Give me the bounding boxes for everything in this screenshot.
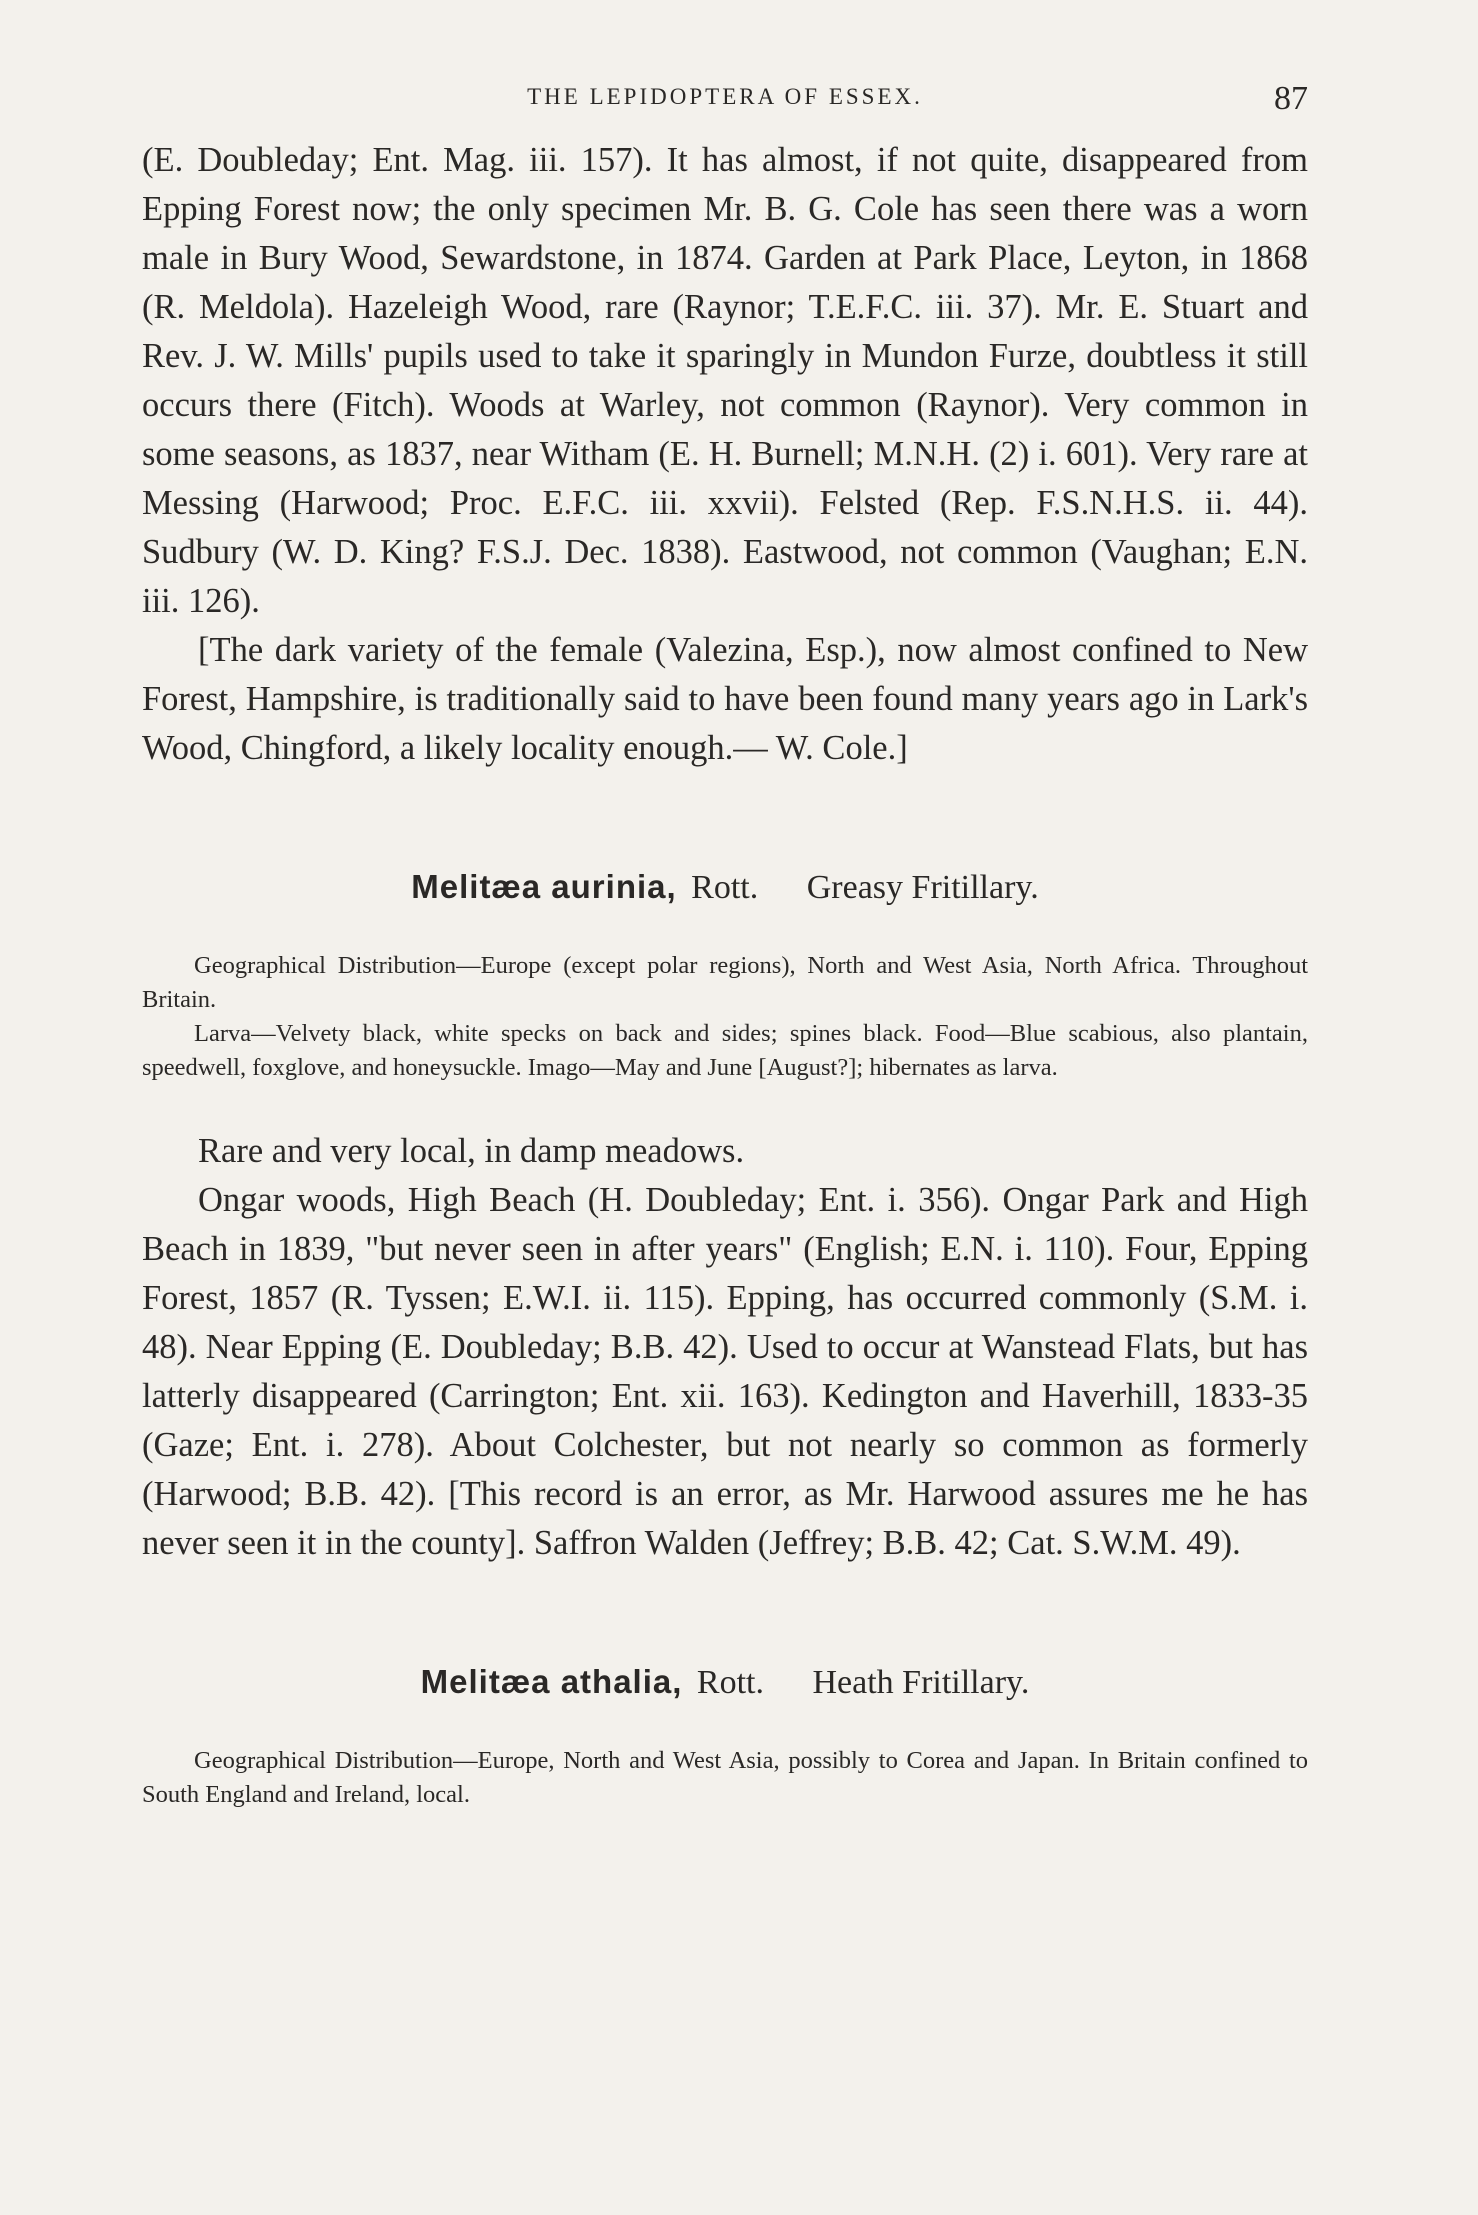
- running-head: [142, 80, 1308, 124]
- species-common-name: Heath Fritillary.: [812, 1664, 1030, 1701]
- continuation-paragraph-2: [The dark variety of the female (Valezina, Esp.), now almost confined to New Forest, Hampshire, is traditionally said to have been found many years ago in Lark's Wood, Chingford, a likely locality enough.— W. Cole.]: [142, 631, 1308, 767]
- species-heading-aurinia: [142, 868, 1308, 907]
- species-heading-athalia: [142, 1663, 1308, 1702]
- aurinia-paragraph-2: Ongar woods, High Beach (H. Doubleday; Ent. i. 356). Ongar Park and High Beach in 1839, "but never seen in after years" (English; E.N. i. 110). Four, Epping Forest, 1857 (R. Tyssen; E.W.I. ii. 115). Epping, has occurred commonly (S.M. i. 48). Near Epping (E. Doubleday; B.B. 42). Used to occur at Wanstead Flats, but has latterly disappeared (Carrington; Ent. xii. 163). Kedington and Haverhill, 1833-35 (Gaze; Ent. i. 278). About Colchester, but not nearly so common as formerly (Harwood; B.B. 42). [This record is an error, as Mr. Harwood assures me he has never seen it in the county]. Saffron Walden (Jeffrey; B.B. 42; Cat. S.W.M. 49).: [142, 1181, 1308, 1562]
- species-author: Rott.: [696, 1664, 764, 1701]
- page-number: 87: [1274, 80, 1308, 117]
- running-title: THE LEPIDOPTERA OF ESSEX.: [527, 84, 923, 109]
- geographical-distribution: Geographical Distribution—Europe, North and West Asia, possibly to Corea and Japan. In Britain confined to South England and Ireland, local.: [142, 1747, 1308, 1808]
- species-author: Rott.: [691, 869, 759, 906]
- continuation-paragraph-1: (E. Doubleday; Ent. Mag. iii. 157). It has almost, if not quite, disappeared from Epping Forest now; the only specimen Mr. B. G. Cole has seen there was a worn male in Bury Wood, Sewardstone, in 1874. Garden at Park Place, Leyton, in 1868 (R. Meldola). Hazeleigh Wood, rare (Raynor; T.E.F.C. iii. 37). Mr. E. Stuart and Rev. J. W. Mills' pupils used to take it sparingly in Mundon Furze, doubtless it still occurs there (Fitch). Woods at Warley, not common (Raynor). Very common in some seasons, as 1837, near Witham (E. H. Burnell; M.N.H. (2) i. 601). Very rare at Messing (Harwood; Proc. E.F.C. iii. xxvii). Felsted (Rep. F.S.N.H.S. ii. 44). Sudbury (W. D. King? F.S.J. Dec. 1838). Eastwood, not common (Vaughan; E.N. iii. 126).: [142, 141, 1308, 620]
- species-common-name: Greasy Fritillary.: [806, 869, 1039, 906]
- larva-notes: Larva—Velvety black, white specks on back and sides; spines black. Food—Blue scabious, also plantain, speedwell, foxglove, and honeysuckle. Imago—May and June [August?]; hibernates as larva.: [142, 1020, 1308, 1081]
- aurinia-paragraph-1: Rare and very local, in damp meadows.: [198, 1132, 745, 1170]
- species-name: Melitæa athalia,: [420, 1663, 683, 1700]
- geographical-distribution: Geographical Distribution—Europe (except polar regions), North and West Asia, North Africa. Throughout Britain.: [142, 952, 1308, 1013]
- species-notes-athalia: [142, 1744, 1308, 1812]
- species-name: Melitæa aurinia,: [411, 868, 677, 905]
- species-notes-aurinia: [142, 949, 1308, 1085]
